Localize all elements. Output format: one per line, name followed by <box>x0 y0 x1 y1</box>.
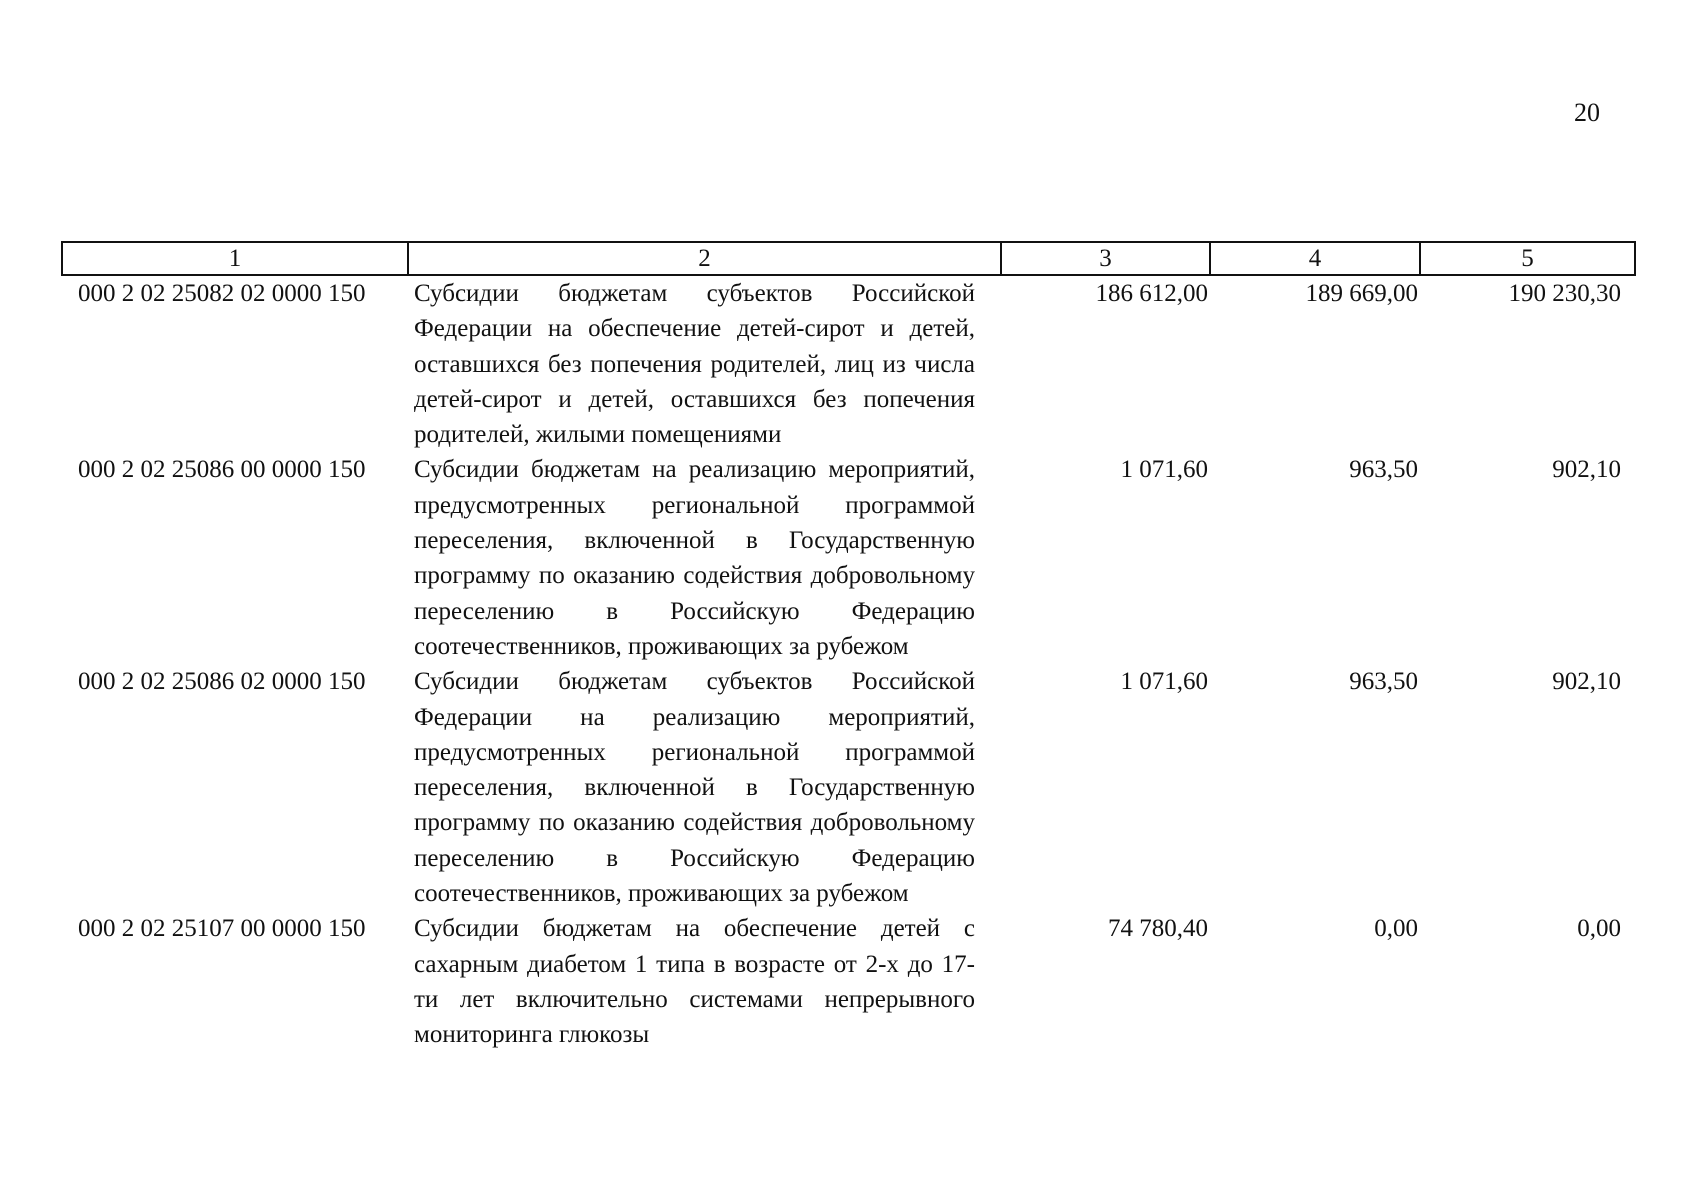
budget-code: 000 2 02 25107 00 0000 150 <box>78 915 366 943</box>
amount-column-5: 902,10 <box>1552 668 1621 696</box>
amount-column-3: 1 071,60 <box>1120 456 1208 484</box>
table-row <box>62 664 1635 911</box>
amount-column-4: 963,50 <box>1349 456 1418 484</box>
amount-column-4: 189 669,00 <box>1305 280 1418 307</box>
budget-code: 000 2 02 25086 02 0000 150 <box>78 668 366 696</box>
amount-column-3: 186 612,00 <box>1095 280 1208 307</box>
row-description: Субсидии бюджетам субъектов Российской Федерации на обеспечение детей-сирот и детей, оставшихся без попечения родителей, лиц из числа детей-сирот и детей, оставшихся без попечения родителей, жилыми помещениями <box>414 280 975 449</box>
column-header-5: 5 <box>1420 242 1635 275</box>
row-description: Субсидии бюджетам на обеспечение детей с сахарным диабетом 1 типа в возрасте от 2-х до 17-ти лет включительно системами непрерывного мониторинга глюкозы <box>414 915 975 1049</box>
amount-column-4: 963,50 <box>1349 668 1418 696</box>
budget-code: 000 2 02 25082 02 0000 150 <box>78 280 366 307</box>
table-row <box>62 275 1635 452</box>
budget-code: 000 2 02 25086 00 0000 150 <box>78 456 366 484</box>
amount-column-5: 0,00 <box>1577 915 1621 943</box>
amount-column-4: 0,00 <box>1374 915 1418 943</box>
column-header-4: 4 <box>1210 242 1420 275</box>
amount-column-5: 190 230,30 <box>1508 280 1621 307</box>
column-header-1: 1 <box>62 242 408 275</box>
amount-column-3: 74 780,40 <box>1108 915 1208 943</box>
amount-column-5: 902,10 <box>1552 456 1621 484</box>
row-description: Субсидии бюджетам субъектов Российской Федерации на реализацию мероприятий, предусмотренных региональной программой переселения, включенной в Государственную программу по оказанию содействия добровольному переселению в Российскую Федерацию соотечественников, проживающих за рубежом <box>414 668 975 908</box>
table-row <box>62 911 1635 1052</box>
table-row <box>62 452 1635 664</box>
page-number: 20 <box>1574 98 1600 127</box>
table-header-row <box>62 242 1635 275</box>
amount-column-3: 1 071,60 <box>1120 668 1208 696</box>
row-description: Субсидии бюджетам на реализацию мероприятий, предусмотренных региональной программой переселения, включенной в Государственную программу по оказанию содействия добровольному переселению в Российскую Федерацию соотечественников, проживающих за рубежом <box>414 456 975 660</box>
column-header-2: 2 <box>408 242 1001 275</box>
column-header-3: 3 <box>1001 242 1210 275</box>
budget-table <box>61 241 1636 1053</box>
